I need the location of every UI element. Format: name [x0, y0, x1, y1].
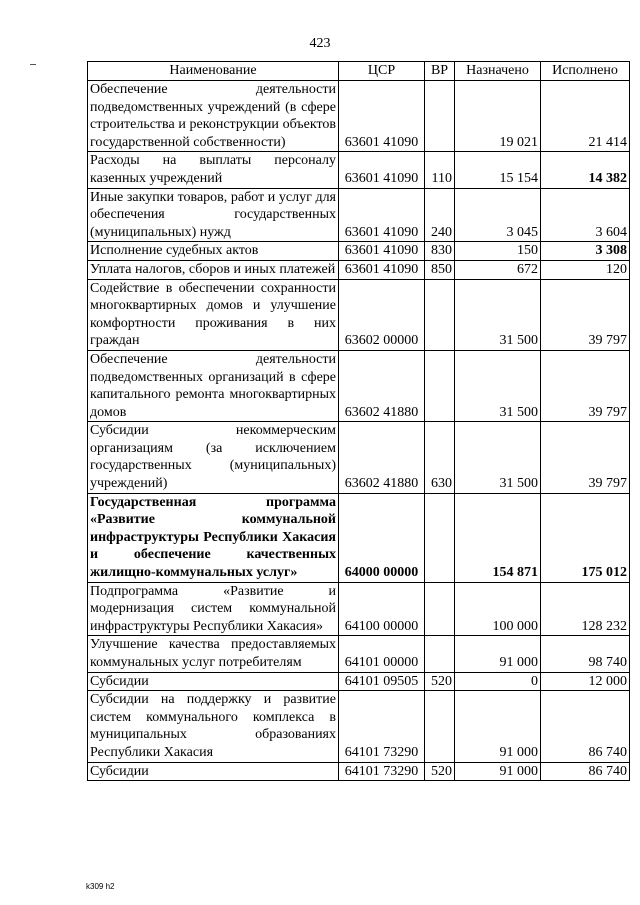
row-vr: 110 — [425, 152, 455, 188]
row-assigned: 91 000 — [455, 691, 541, 762]
row-vr: 520 — [425, 672, 455, 691]
row-assigned: 19 021 — [455, 81, 541, 152]
table-row — [88, 81, 630, 152]
row-name: Обеспечение деятельности подведомственных учреждений (в сфере строительства и реконструкции объектов государственной собственности) — [88, 81, 339, 152]
row-name: Субсидии некоммерческим организациям (за исключением государственных (муниципальных) учреждений) — [88, 422, 339, 493]
row-name: Улучшение качества предоставляемых коммунальных услуг потребителям — [88, 636, 339, 672]
row-csr: 63601 41090 — [339, 260, 425, 279]
header-executed: Исполнено — [541, 62, 630, 81]
table-row — [88, 152, 630, 188]
row-vr — [425, 493, 455, 582]
row-csr: 63602 00000 — [339, 279, 425, 350]
row-assigned: 154 871 — [455, 493, 541, 582]
row-csr: 64101 73290 — [339, 691, 425, 762]
table-row — [88, 279, 630, 350]
row-assigned: 672 — [455, 260, 541, 279]
row-executed: 21 414 — [541, 81, 630, 152]
table-row — [88, 636, 630, 672]
row-executed: 14 382 — [541, 152, 630, 188]
table-row-program — [88, 493, 630, 582]
row-executed: 3 308 — [541, 242, 630, 261]
table-row — [88, 350, 630, 421]
row-assigned: 91 000 — [455, 762, 541, 781]
row-executed: 12 000 — [541, 672, 630, 691]
row-executed: 39 797 — [541, 422, 630, 493]
row-name: Субсидии на поддержку и развитие систем коммунального комплекса в муниципальных образованиях Республики Хакасия — [88, 691, 339, 762]
row-csr: 64101 09505 — [339, 672, 425, 691]
row-executed: 120 — [541, 260, 630, 279]
table-row — [88, 422, 630, 493]
row-vr — [425, 582, 455, 636]
row-name: Исполнение судебных актов — [88, 242, 339, 261]
row-executed: 3 604 — [541, 188, 630, 242]
row-executed: 86 740 — [541, 762, 630, 781]
row-assigned: 31 500 — [455, 279, 541, 350]
row-name: Содействие в обеспечении сохранности многоквартирных домов и улучшение комфортности проживания в них граждан — [88, 279, 339, 350]
table-row — [88, 582, 630, 636]
row-executed: 86 740 — [541, 691, 630, 762]
budget-table — [87, 61, 630, 781]
row-assigned: 100 000 — [455, 582, 541, 636]
margin-mark — [30, 64, 36, 65]
table-row — [88, 672, 630, 691]
page-number: 423 — [309, 36, 331, 51]
row-csr: 63601 41090 — [339, 81, 425, 152]
row-name: Государственная программа «Развитие коммунальной инфраструктуры Республики Хакасия и обеспечение качественных жилищно-коммунальных услуг» — [88, 493, 339, 582]
table-row — [88, 242, 630, 261]
row-csr: 63601 41090 — [339, 242, 425, 261]
row-csr: 64100 00000 — [339, 582, 425, 636]
table-row — [88, 260, 630, 279]
row-assigned: 3 045 — [455, 188, 541, 242]
header-csr: ЦСР — [339, 62, 425, 81]
table-row — [88, 188, 630, 242]
row-csr: 63601 41090 — [339, 188, 425, 242]
header-vr: ВР — [425, 62, 455, 81]
row-executed: 39 797 — [541, 279, 630, 350]
row-vr — [425, 636, 455, 672]
row-vr: 520 — [425, 762, 455, 781]
row-vr — [425, 81, 455, 152]
row-executed: 128 232 — [541, 582, 630, 636]
row-csr: 63602 41880 — [339, 422, 425, 493]
header-name: Наименование — [88, 62, 339, 81]
row-name: Подпрограмма «Развитие и модернизация систем коммунальной инфраструктуры Республики Хакасия» — [88, 582, 339, 636]
row-vr: 240 — [425, 188, 455, 242]
row-vr: 630 — [425, 422, 455, 493]
row-csr: 64101 00000 — [339, 636, 425, 672]
row-name: Субсидии — [88, 672, 339, 691]
row-vr — [425, 350, 455, 421]
header-assigned: Назначено — [455, 62, 541, 81]
row-vr: 850 — [425, 260, 455, 279]
row-vr — [425, 691, 455, 762]
row-csr: 64000 00000 — [339, 493, 425, 582]
row-assigned: 31 500 — [455, 350, 541, 421]
row-name: Субсидии — [88, 762, 339, 781]
row-vr — [425, 279, 455, 350]
footer-code: k309 h2 — [86, 882, 115, 891]
row-name: Уплата налогов, сборов и иных платежей — [88, 260, 339, 279]
row-assigned: 15 154 — [455, 152, 541, 188]
row-vr: 830 — [425, 242, 455, 261]
row-executed: 175 012 — [541, 493, 630, 582]
row-csr: 63601 41090 — [339, 152, 425, 188]
table-row — [88, 691, 630, 762]
row-executed: 39 797 — [541, 350, 630, 421]
row-assigned: 0 — [455, 672, 541, 691]
row-assigned: 91 000 — [455, 636, 541, 672]
table-row — [88, 762, 630, 781]
row-assigned: 31 500 — [455, 422, 541, 493]
table-header-row — [88, 62, 630, 81]
row-name: Иные закупки товаров, работ и услуг для обеспечения государственных (муниципальных) нужд — [88, 188, 339, 242]
row-assigned: 150 — [455, 242, 541, 261]
row-name: Расходы на выплаты персоналу казенных учреждений — [88, 152, 339, 188]
row-csr: 64101 73290 — [339, 762, 425, 781]
row-csr: 63602 41880 — [339, 350, 425, 421]
row-executed: 98 740 — [541, 636, 630, 672]
row-name: Обеспечение деятельности подведомственных организаций в сфере капитального ремонта многоквартирных домов — [88, 350, 339, 421]
